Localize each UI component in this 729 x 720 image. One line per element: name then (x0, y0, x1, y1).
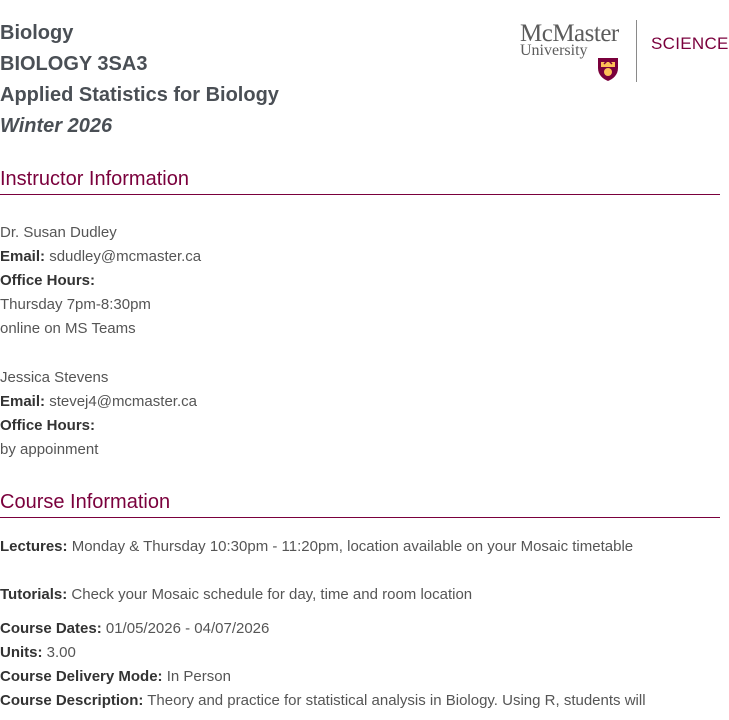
instructor-2-email-row (0, 393, 197, 410)
course-description-label: Course Description: (0, 692, 144, 709)
course-section-title: Course Information (0, 491, 720, 518)
course-description-value: Theory and practice for statistical analysis in Biology. Using R, students will (147, 692, 646, 709)
instructor-1-hours-line1: Thursday 7pm-8:30pm (0, 296, 151, 313)
instructor-2-name: Jessica Stevens (0, 369, 109, 386)
instructor-2-email[interactable]: stevej4@mcmaster.ca (49, 393, 197, 410)
course-dates-row (0, 620, 269, 637)
department-name: Biology (0, 22, 74, 44)
units-label: Units: (0, 644, 43, 661)
tutorials-value: Check your Mosaic schedule for day, time and room location (71, 586, 473, 603)
logo-name-line1: McMaster (520, 20, 619, 47)
units-value: 3.00 (46, 644, 76, 661)
instructor-section-title: Instructor Information (0, 168, 720, 195)
course-title: Applied Statistics for Biology (0, 84, 279, 106)
mcmaster-crest-icon (595, 56, 621, 82)
lectures-row (0, 538, 633, 555)
course-term: Winter 2026 (0, 115, 113, 137)
instructor-1-hours-line2: online on MS Teams (0, 320, 136, 337)
tutorials-label: Tutorials: (0, 586, 68, 603)
logo-name-line2: University (520, 42, 588, 59)
instructor-1-email-row (0, 248, 201, 265)
course-description-row (0, 692, 646, 709)
logo-divider (636, 20, 637, 82)
lectures-label: Lectures: (0, 538, 68, 555)
course-header (0, 18, 279, 142)
lectures-value: Monday & Thursday 10:30pm - 11:20pm, location available on your Mosaic timetable (71, 538, 634, 555)
instructor-1-hours-label: Office Hours: (0, 272, 96, 289)
delivery-mode-row (0, 668, 231, 685)
delivery-mode-label: Course Delivery Mode: (0, 668, 163, 685)
tutorials-row (0, 586, 472, 603)
instructor-2-hours-line1: by appoinment (0, 441, 99, 458)
instructor-1-email[interactable]: sdudley@mcmaster.ca (49, 248, 202, 265)
email-label: Email: (0, 393, 46, 410)
course-dates-label: Course Dates: (0, 620, 102, 637)
course-dates-value: 01/05/2026 - 04/07/2026 (105, 620, 270, 637)
units-row (0, 644, 76, 661)
email-label: Email: (0, 248, 46, 265)
logo-faculty: SCIENCE (651, 34, 729, 53)
mcmaster-science-logo (518, 20, 729, 82)
course-code: BIOLOGY 3SA3 (0, 53, 148, 75)
instructor-2-hours-label: Office Hours: (0, 417, 96, 434)
instructor-1-name: Dr. Susan Dudley (0, 224, 117, 241)
delivery-mode-value: In Person (166, 668, 231, 685)
